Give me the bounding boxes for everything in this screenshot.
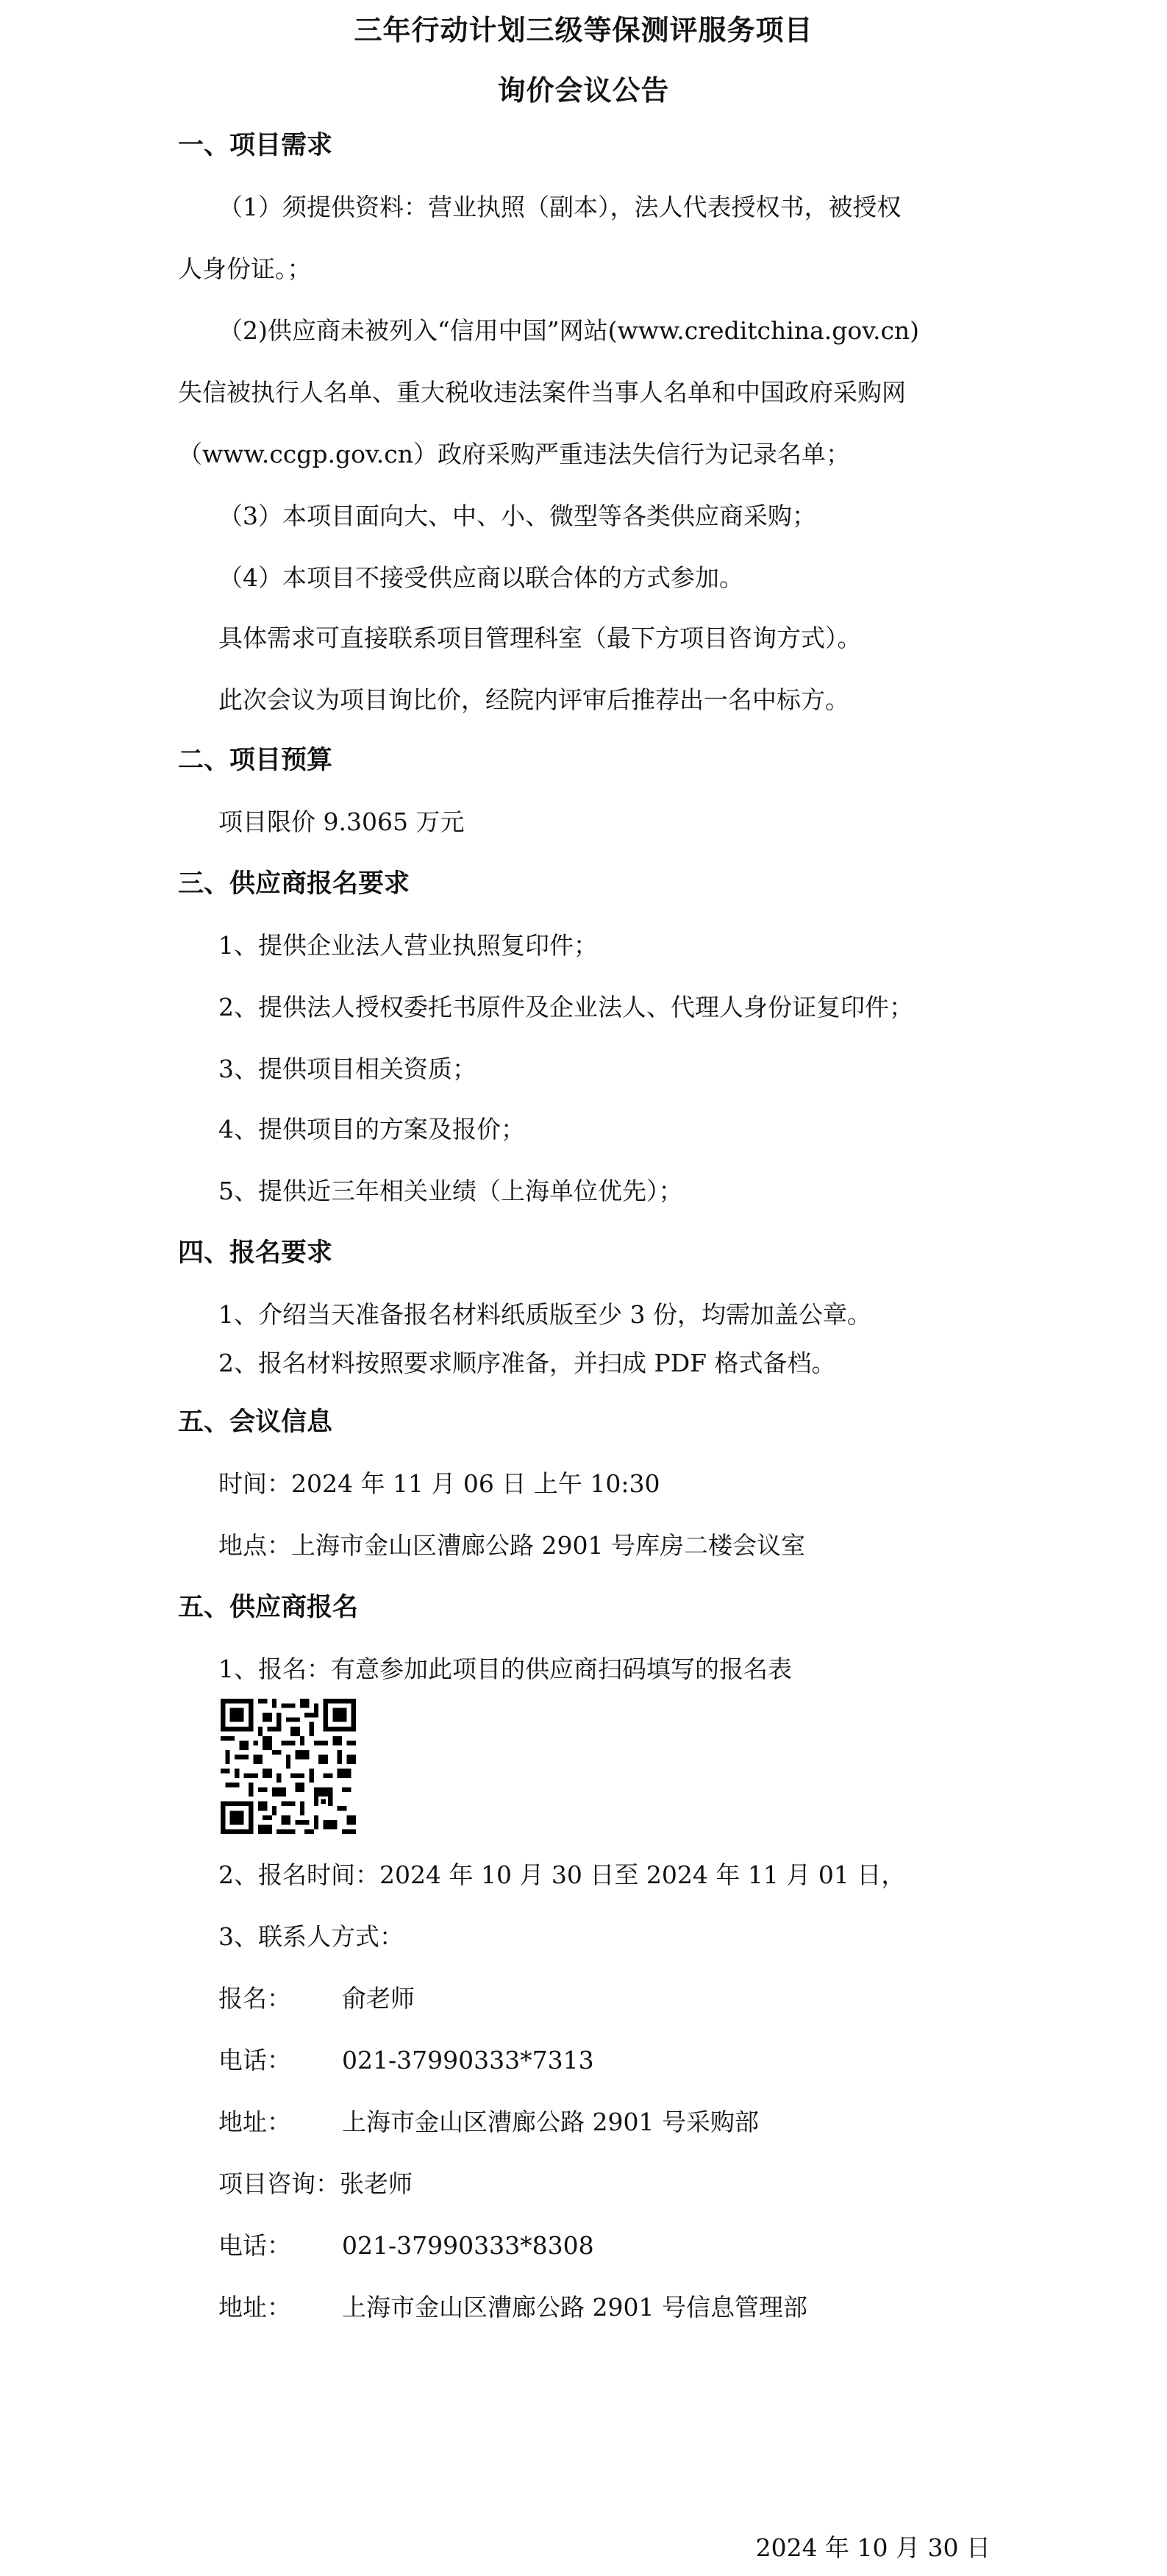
document-title: 三年行动计划三级等保测评服务项目 [354, 14, 813, 46]
supplier-requirement-item: 5、提供近三年相关业绩（上海单位优先）； [218, 1177, 683, 1205]
contact-address: 上海市金山区漕廊公路 2901 号采购部 [342, 2108, 759, 2136]
requirement-2-line-c: （www.ccgp.gov.cn）政府采购严重违法失信行为记录名单； [178, 440, 850, 468]
supplier-requirement-item: 1、提供企业法人营业执照复印件； [218, 931, 598, 960]
contact-phone: 021-37990333*8308 [342, 2231, 594, 2260]
contact-value: 俞老师 [342, 1984, 415, 2013]
contact-label: 报名： [218, 1984, 291, 2013]
requirement-evaluation-note: 此次会议为项目询比价，经院内评审后推荐出一名中标方。 [218, 685, 849, 714]
section-heading-registration-requirements: 四、报名要求 [178, 1238, 333, 1268]
section-heading-requirements: 一、项目需求 [178, 131, 333, 160]
budget-limit: 项目限价 9.3065 万元 [218, 807, 465, 836]
supplier-requirement-item: 4、提供项目的方案及报价； [218, 1115, 525, 1143]
contact-methods-heading: 3、联系人方式： [218, 1922, 404, 1951]
contact-label: 电话： [218, 2231, 291, 2260]
contact-label: 地址： [218, 2108, 291, 2136]
registration-period: 2、报名时间：2024 年 10 月 30 日至 2024 年 11 月 01 日， [218, 1860, 906, 1889]
contact-label: 地址： [218, 2293, 291, 2322]
contact-phone: 021-37990333*7313 [342, 2046, 594, 2074]
document-subtitle: 询价会议公告 [497, 74, 670, 107]
requirement-2-line-a: （2)供应商未被列入“信用中国”网站(www.creditchina.gov.cn) [218, 316, 920, 345]
requirement-2-line-b: 失信被执行人名单、重大税收违法案件当事人名单和中国政府采购网 [178, 378, 906, 407]
registration-scan-instruction: 1、报名：有意参加此项目的供应商扫码填写的报名表 [218, 1655, 792, 1683]
section-heading-meeting-info: 五、会议信息 [178, 1407, 333, 1437]
requirement-3: （3）本项目面向大、中、小、微型等各类供应商采购； [218, 502, 816, 530]
supplier-requirement-item: 2、提供法人授权委托书原件及企业法人、代理人身份证复印件； [218, 993, 913, 1021]
requirement-4: （4）本项目不接受供应商以联合体的方式参加。 [218, 563, 743, 592]
registration-requirement-item: 2、报名材料按照要求顺序准备，并扫成 PDF 格式备档。 [218, 1349, 836, 1377]
contact-address: 上海市金山区漕廊公路 2901 号信息管理部 [342, 2293, 807, 2322]
contact-label: 项目咨询：张老师 [218, 2169, 413, 2198]
meeting-place: 地点：上海市金山区漕廊公路 2901 号库房二楼会议室 [218, 1531, 805, 1560]
section-heading-budget: 二、项目预算 [178, 746, 333, 775]
announcement-date: 2024 年 10 月 30 日 [755, 2533, 991, 2562]
section-heading-supplier-registration: 五、供应商报名 [178, 1593, 359, 1622]
meeting-time: 时间：2024 年 11 月 06 日 上午 10:30 [218, 1469, 660, 1498]
contact-label: 电话： [218, 2046, 291, 2074]
supplier-requirement-item: 3、提供项目相关资质； [218, 1055, 477, 1083]
qr-code-icon[interactable] [221, 1699, 356, 1834]
requirement-1-line-a: （1）须提供资料：营业执照（副本），法人代表授权书，被授权 [218, 193, 902, 221]
requirement-1-line-b: 人身份证。； [178, 254, 312, 283]
registration-requirement-item: 1、介绍当天准备报名材料纸质版至少 3 份，均需加盖公章。 [218, 1300, 871, 1329]
requirement-contact-note: 具体需求可直接联系项目管理科室（最下方项目咨询方式）。 [218, 624, 862, 652]
section-heading-supplier-requirements: 三、供应商报名要求 [178, 869, 410, 899]
